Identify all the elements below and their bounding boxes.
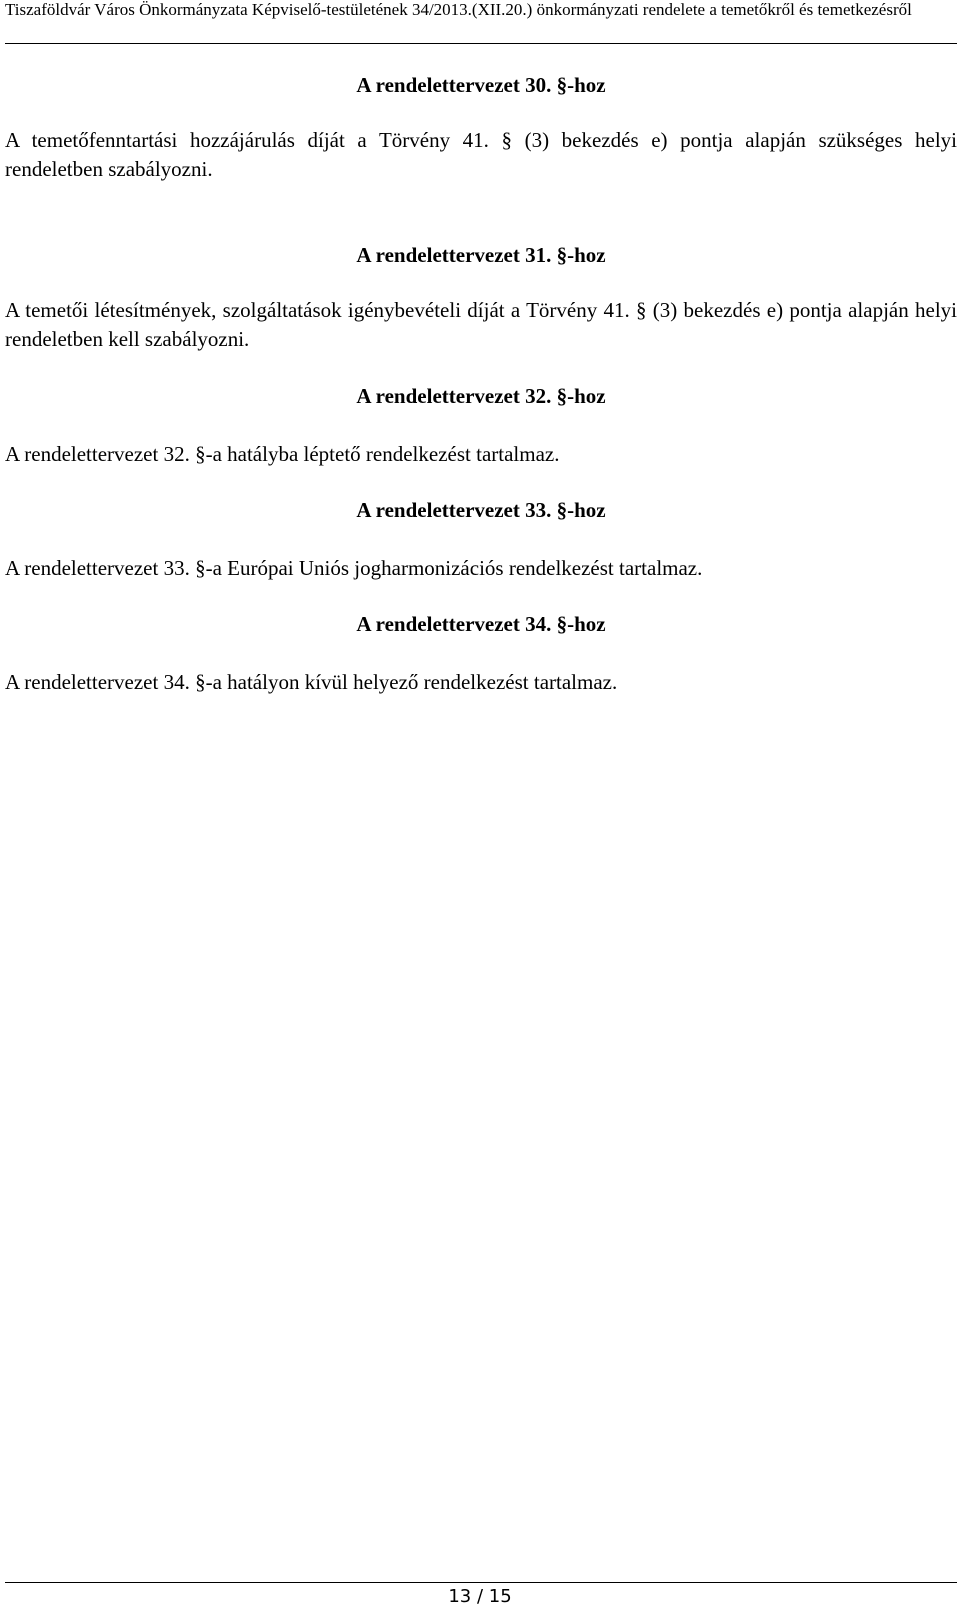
header-divider	[5, 43, 957, 44]
section-text-30: A temetőfenntartási hozzájárulás díját a Törvény 41. § (3) bekezdés e) pontja alapján szükséges helyi rendeletben szabályozni.	[5, 128, 957, 181]
section-text-34: A rendelettervezet 34. §-a hatályon kívül helyező rendelkezést tartalmaz.	[5, 670, 618, 694]
page-header: Tiszaföldvár Város Önkormányzata Képviselő-testületének 34/2013.(XII.20.) önkormányzati rendelete a temetőkről és temetkezésről	[5, 0, 912, 19]
section-heading-31: A rendelettervezet 31. §-hoz	[356, 243, 606, 267]
section-text-33: A rendelettervezet 33. §-a Európai Uniós jogharmonizációs rendelkezést tartalmaz.	[5, 556, 703, 580]
section-text-32: A rendelettervezet 32. §-a hatályba léptető rendelkezést tartalmaz.	[5, 442, 560, 466]
section-heading-30: A rendelettervezet 30. §-hoz	[356, 73, 606, 97]
footer-divider	[5, 1582, 957, 1583]
section-heading-32: A rendelettervezet 32. §-hoz	[356, 384, 606, 408]
section-heading-33: A rendelettervezet 33. §-hoz	[356, 498, 606, 522]
page-number: 13 / 15	[448, 1586, 512, 1607]
section-heading-34: A rendelettervezet 34. §-hoz	[356, 612, 606, 636]
section-text-31: A temetői létesítmények, szolgáltatások igénybevételi díját a Törvény 41. § (3) bekezdés e) pontja alapján helyi rendeletben kell szabályozni.	[5, 298, 957, 351]
